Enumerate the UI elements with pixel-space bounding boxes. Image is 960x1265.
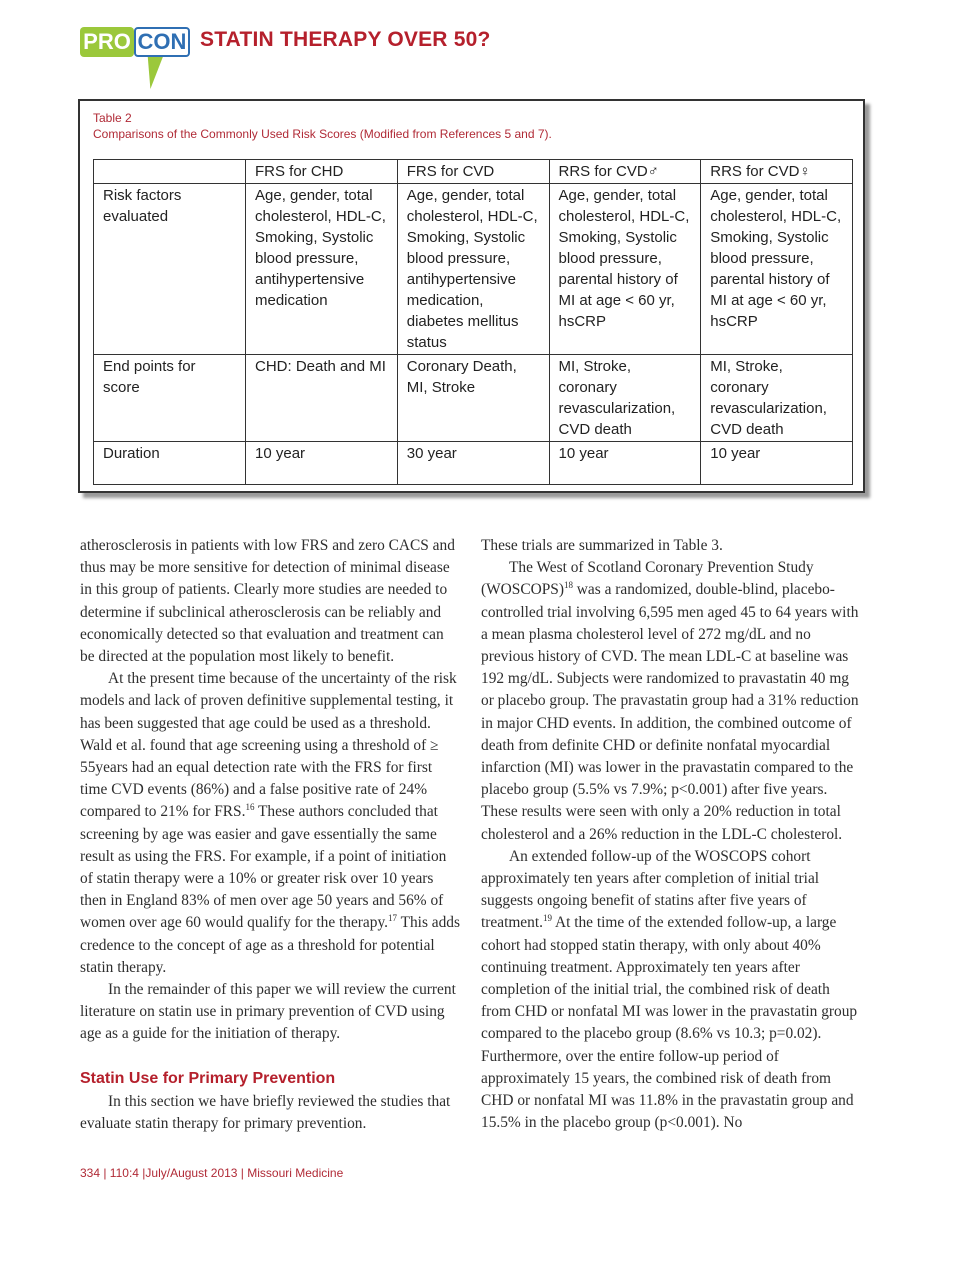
table-cell: Age, gender, total cholesterol, HDL-C, Smoking, Systolic blood pressure, antihypertensive medication xyxy=(246,184,398,355)
table-cell: CHD: Death and MI xyxy=(246,355,398,442)
left-column xyxy=(80,535,460,1135)
table-cell: 10 year xyxy=(701,442,853,485)
table-cell: MI, Stroke, coronary revascularization, CVD death xyxy=(701,355,853,442)
table-header-cell: FRS for CHD xyxy=(246,160,398,184)
table-cell: Age, gender, total cholesterol, HDL-C, Smoking, Systolic blood pressure, parental history of MI at age < 60 yr, hsCRP xyxy=(701,184,853,355)
table-cell: Age, gender, total cholesterol, HDL-C, Smoking, Systolic blood pressure, parental history of MI at age < 60 yr, hsCRP xyxy=(549,184,701,355)
reference-17: 17 xyxy=(388,913,397,924)
paragraph: An extended follow-up of the WOSCOPS cohort approximately ten years after completion of initial trial suggests ongoing benefit of statins after five years of treatment.$^{19}$ At the time of the extended follow-up, a large cohort had stopped statin therapy, with only about 40% continuing treatment. Approximately ten years after completion of the initial trial, the combined risk of death from CHD or nonfatal MI was lower in the pravastatin group compared to the placebo group (8.6% vs 10.3; p=0.02). Furthermore, over the entire follow-up period of approximately 15 years, the combined risk of death from CHD or nonfatal MI was 11.8% in the pravastatin group and 15.5% in the placebo group (p<0.001). No xyxy=(481,847,858,1132)
table-label: Table 2 xyxy=(93,111,132,125)
table-caption-text: Comparisons of the Commonly Used Risk Scores (Modified from References 5 and 7). xyxy=(93,127,552,141)
table-header-cell: FRS for CVD xyxy=(397,160,549,184)
table-2-box xyxy=(78,99,865,493)
table-row xyxy=(94,355,853,442)
table-caption xyxy=(93,110,552,142)
reference-19: 19 xyxy=(542,913,552,924)
speech-bubble-tail-icon xyxy=(140,55,163,89)
right-column xyxy=(481,535,861,1134)
table-cell: 10 year xyxy=(246,442,398,485)
table-cell: 30 year xyxy=(397,442,549,485)
table-row xyxy=(94,442,853,485)
table-header-row xyxy=(94,160,853,184)
row-label: Risk factors evaluated xyxy=(94,184,246,355)
reference-16: 16 xyxy=(245,802,255,813)
table-cell: Coronary Death, MI, Stroke xyxy=(397,355,549,442)
page-title: STATIN THERAPY OVER 50? xyxy=(200,28,491,51)
reference-18: 18 xyxy=(563,580,573,591)
paragraph: In the remainder of this paper we will review the current literature on statin use in primary prevention of CVD using age as a guide for the initiation of therapy. xyxy=(80,981,456,1043)
table-header-cell: RRS for CVD♂ xyxy=(549,160,701,184)
paragraph: These trials are summarized in Table 3. xyxy=(481,537,723,554)
table-row xyxy=(94,184,853,355)
paragraph: At the present time because of the uncertainty of the risk models and lack of proven definitive supplemental testing, it has been suggested that age could be used as a threshold. Wald et al. found that age screening using a threshold of ≥ 55years had an equal detection rate with the FRS for first time CVD events (86%) and a false positive rate of 24% compared to 21% for FRS.$^{16}$ These authors concluded that screening by age was easier and gave essentially the same result as using the FRS. For example, if a point of initiation of statin therapy were a 10% or greater risk over 10 years then in England 83% of men over age 50 years and 56% of women over age 60 would qualify for the therapy.$^{17}$ This adds credence to the concept of age as a threshold for potential statin therapy. xyxy=(80,670,460,976)
table-cell: Age, gender, total cholesterol, HDL-C, Smoking, Systolic blood pressure, antihypertensive medication, diabetes mellitus status xyxy=(397,184,549,355)
logo-con: CON xyxy=(134,27,190,57)
table-cell: MI, Stroke, coronary revascularization, CVD death xyxy=(549,355,701,442)
row-label: End points for score xyxy=(94,355,246,442)
logo-pro: PRO xyxy=(80,27,134,57)
row-label: Duration xyxy=(94,442,246,485)
page-footer: 334 | 110:4 |July/August 2013 | Missouri Medicine xyxy=(80,1166,344,1180)
section-heading: Statin Use for Primary Prevention xyxy=(80,1069,336,1087)
paragraph: In this section we have briefly reviewed the studies that evaluate statin therapy for primary prevention. xyxy=(80,1092,451,1132)
paragraph: The West of Scotland Coronary Prevention Study (WOSCOPS)$^{18}$ was a randomized, double-blind, placebo-controlled trial involving 6,595 men aged 45 to 64 years with a mean plasma cholesterol level of 272 mg/dL and no previous history of CVD. The mean LDL-C at baseline was 192 mg/dL. Subjects were randomized to pravastatin 40 mg or placebo group. The pravastatin group had a 31% reduction in major CHD events. In addition, the combined outcome of death from definite CHD or definite nonfatal myocardial infarction (MI) was lower in the pravastatin compared to the placebo group (5.5% vs 7.9%; p<0.001) after five years. These results were seen with only a 20% reduction in total cholesterol and a 26% reduction in the LDL-C cholesterol. xyxy=(481,559,859,843)
procon-logo xyxy=(80,27,500,97)
paragraph: atherosclerosis in patients with low FRS and zero CACS and thus may be more sensitive for detection of minimal disease in this group of patients. Clearly more studies are needed to determine if subclinical atherosclerosis can be reliably and economically detected so that evaluation and treatment can be directed at the population most likely to benefit. xyxy=(80,537,455,666)
table-header-cell xyxy=(94,160,246,184)
table-cell: 10 year xyxy=(549,442,701,485)
risk-score-table xyxy=(93,159,853,485)
table-header-cell: RRS for CVD♀ xyxy=(701,160,853,184)
